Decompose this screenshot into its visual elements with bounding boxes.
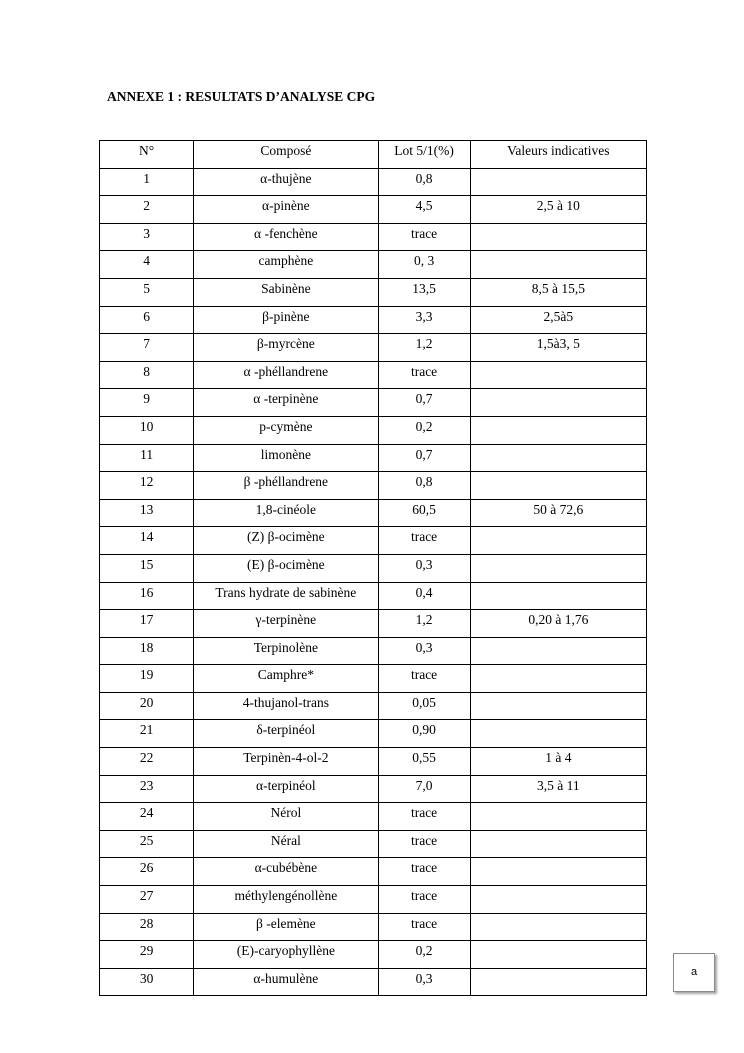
cell-compound: (E) β-ocimène (194, 554, 378, 582)
cell-number: 30 (100, 968, 194, 996)
table-row (100, 665, 647, 693)
table-row (100, 830, 647, 858)
cell-compound: β-pinène (194, 306, 378, 334)
cell-compound: α -phéllandrene (194, 361, 378, 389)
cell-lot: 60,5 (378, 499, 470, 527)
cell-number: 25 (100, 830, 194, 858)
cell-number: 17 (100, 610, 194, 638)
table-row (100, 306, 647, 334)
cell-lot: trace (378, 886, 470, 914)
header-indicative-values: Valeurs indicatives (470, 141, 646, 169)
table-row (100, 968, 647, 996)
table-row (100, 886, 647, 914)
cell-number: 10 (100, 416, 194, 444)
table-row (100, 775, 647, 803)
cell-compound: Sabinène (194, 278, 378, 306)
cell-lot: trace (378, 803, 470, 831)
cell-lot: trace (378, 527, 470, 555)
cell-indicative: 0,20 à 1,76 (470, 610, 646, 638)
cell-compound: γ-terpinène (194, 610, 378, 638)
table-row (100, 748, 647, 776)
cell-lot: 3,3 (378, 306, 470, 334)
cell-compound: α-humulène (194, 968, 378, 996)
cell-indicative: 50 à 72,6 (470, 499, 646, 527)
cell-compound: (Z) β-ocimène (194, 527, 378, 555)
cell-indicative (470, 913, 646, 941)
cell-compound: p-cymène (194, 416, 378, 444)
cell-compound: β -phéllandrene (194, 472, 378, 500)
cell-compound: Nérol (194, 803, 378, 831)
header-lot: Lot 5/1(%) (378, 141, 470, 169)
table-row (100, 610, 647, 638)
cell-indicative: 8,5 à 15,5 (470, 278, 646, 306)
cell-number: 29 (100, 941, 194, 969)
table-row (100, 527, 647, 555)
table-row (100, 472, 647, 500)
table-row (100, 803, 647, 831)
cell-indicative (470, 223, 646, 251)
table-row (100, 499, 647, 527)
cell-indicative (470, 720, 646, 748)
cell-compound: Terpinolène (194, 637, 378, 665)
table-row (100, 223, 647, 251)
cell-compound: α-pinène (194, 196, 378, 224)
cell-indicative (470, 527, 646, 555)
cell-indicative: 2,5 à 10 (470, 196, 646, 224)
cell-number: 11 (100, 444, 194, 472)
cell-number: 19 (100, 665, 194, 693)
table-row (100, 361, 647, 389)
cell-compound: α-terpinéol (194, 775, 378, 803)
cell-lot: 0,3 (378, 637, 470, 665)
cell-lot: trace (378, 830, 470, 858)
cell-compound: Néral (194, 830, 378, 858)
cell-number: 27 (100, 886, 194, 914)
cell-number: 2 (100, 196, 194, 224)
cell-number: 7 (100, 334, 194, 362)
cell-compound: β -elemène (194, 913, 378, 941)
table-row (100, 334, 647, 362)
cell-indicative (470, 665, 646, 693)
cell-lot: trace (378, 858, 470, 886)
table-header-row (100, 141, 647, 169)
cell-compound: (E)-caryophyllène (194, 941, 378, 969)
cell-number: 9 (100, 389, 194, 417)
cell-indicative (470, 968, 646, 996)
cell-number: 21 (100, 720, 194, 748)
table-row (100, 692, 647, 720)
cell-compound: 1,8-cinéole (194, 499, 378, 527)
table-row (100, 251, 647, 279)
cell-lot: 0,90 (378, 720, 470, 748)
cell-compound: α -terpinène (194, 389, 378, 417)
cell-number: 5 (100, 278, 194, 306)
cell-lot: 0,55 (378, 748, 470, 776)
cell-indicative (470, 886, 646, 914)
cell-indicative (470, 168, 646, 196)
table-row (100, 389, 647, 417)
cell-lot: 0,7 (378, 444, 470, 472)
cell-number: 28 (100, 913, 194, 941)
cell-compound: α-thujène (194, 168, 378, 196)
table-row (100, 168, 647, 196)
cell-number: 6 (100, 306, 194, 334)
cell-number: 8 (100, 361, 194, 389)
cell-number: 4 (100, 251, 194, 279)
cell-compound: 4-thujanol-trans (194, 692, 378, 720)
cell-indicative (470, 251, 646, 279)
cell-lot: 0,05 (378, 692, 470, 720)
cell-indicative (470, 830, 646, 858)
cell-compound: méthylengénollène (194, 886, 378, 914)
cell-number: 24 (100, 803, 194, 831)
table-row (100, 444, 647, 472)
cell-number: 12 (100, 472, 194, 500)
results-table (99, 140, 647, 996)
cell-lot: 1,2 (378, 610, 470, 638)
cell-compound: α -fenchène (194, 223, 378, 251)
cell-lot: 0,3 (378, 968, 470, 996)
cell-indicative: 2,5à5 (470, 306, 646, 334)
cell-indicative (470, 582, 646, 610)
cell-indicative (470, 472, 646, 500)
cell-compound: camphène (194, 251, 378, 279)
cell-number: 23 (100, 775, 194, 803)
page-number-box: a (673, 953, 715, 992)
cell-number: 18 (100, 637, 194, 665)
cell-number: 14 (100, 527, 194, 555)
cell-indicative: 3,5 à 11 (470, 775, 646, 803)
cell-number: 20 (100, 692, 194, 720)
cell-lot: 0, 3 (378, 251, 470, 279)
cell-lot: 0,7 (378, 389, 470, 417)
cell-compound: Terpinèn-4-ol-2 (194, 748, 378, 776)
cell-compound: Trans hydrate de sabinène (194, 582, 378, 610)
cell-indicative: 1,5à3, 5 (470, 334, 646, 362)
table-row (100, 196, 647, 224)
cell-number: 1 (100, 168, 194, 196)
cell-number: 3 (100, 223, 194, 251)
table-row (100, 416, 647, 444)
table-row (100, 278, 647, 306)
table-row (100, 637, 647, 665)
cell-lot: 0,4 (378, 582, 470, 610)
cell-compound: β-myrcène (194, 334, 378, 362)
cell-compound: Camphre* (194, 665, 378, 693)
cell-compound: δ-terpinéol (194, 720, 378, 748)
cell-lot: 1,2 (378, 334, 470, 362)
cell-indicative (470, 692, 646, 720)
cell-indicative (470, 637, 646, 665)
cell-lot: 0,8 (378, 472, 470, 500)
header-number: N° (100, 141, 194, 169)
table-row (100, 720, 647, 748)
cell-indicative (470, 803, 646, 831)
cell-lot: 7,0 (378, 775, 470, 803)
table-row (100, 554, 647, 582)
table-row (100, 858, 647, 886)
cell-lot: 0,2 (378, 941, 470, 969)
cell-lot: trace (378, 665, 470, 693)
cell-number: 22 (100, 748, 194, 776)
table-row (100, 913, 647, 941)
cell-lot: 4,5 (378, 196, 470, 224)
cell-indicative (470, 444, 646, 472)
cell-number: 26 (100, 858, 194, 886)
cell-compound: limonène (194, 444, 378, 472)
table-row (100, 941, 647, 969)
cell-lot: 13,5 (378, 278, 470, 306)
cell-lot: 0,8 (378, 168, 470, 196)
cell-indicative (470, 554, 646, 582)
cell-lot: 0,3 (378, 554, 470, 582)
cell-indicative (470, 361, 646, 389)
cell-lot: trace (378, 913, 470, 941)
cell-number: 13 (100, 499, 194, 527)
cell-compound: α-cubébène (194, 858, 378, 886)
cell-lot: trace (378, 223, 470, 251)
cell-indicative (470, 858, 646, 886)
cell-indicative: 1 à 4 (470, 748, 646, 776)
cell-indicative (470, 941, 646, 969)
cell-number: 15 (100, 554, 194, 582)
cell-number: 16 (100, 582, 194, 610)
table-row (100, 582, 647, 610)
header-compound: Composé (194, 141, 378, 169)
annex-title: ANNEXE 1 : RESULTATS D’ANALYSE CPG (107, 89, 376, 104)
cell-lot: 0,2 (378, 416, 470, 444)
cell-indicative (470, 416, 646, 444)
cell-lot: trace (378, 361, 470, 389)
cell-indicative (470, 389, 646, 417)
